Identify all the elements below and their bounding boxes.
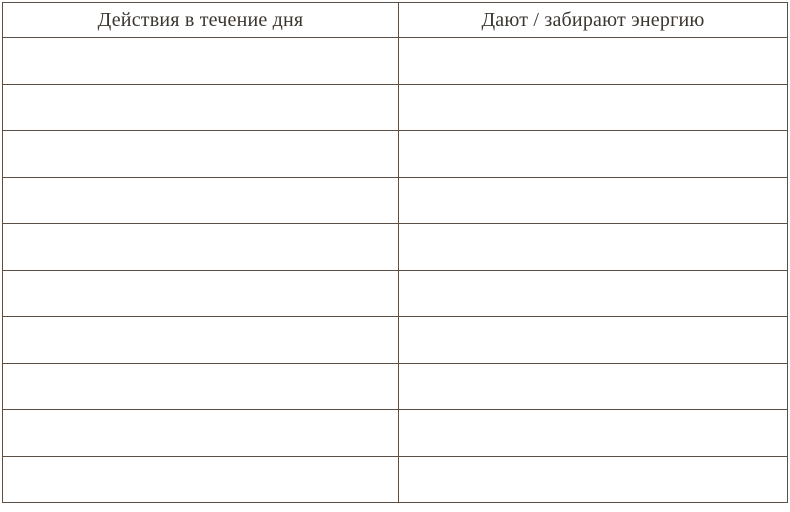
cell-energy[interactable] xyxy=(399,363,788,410)
cell-energy[interactable] xyxy=(399,84,788,131)
cell-activity-value xyxy=(3,410,398,456)
cell-activity[interactable] xyxy=(3,131,399,178)
cell-activity-value xyxy=(3,457,398,503)
cell-energy-value xyxy=(399,38,787,84)
table-row xyxy=(3,270,788,317)
cell-energy-value xyxy=(399,410,787,456)
table-row xyxy=(3,131,788,178)
table-row xyxy=(3,410,788,457)
cell-activity[interactable] xyxy=(3,270,399,317)
cell-energy[interactable] xyxy=(399,410,788,457)
cell-energy[interactable] xyxy=(399,270,788,317)
cell-energy[interactable] xyxy=(399,224,788,271)
cell-energy-value xyxy=(399,317,787,363)
cell-activity-value xyxy=(3,317,398,363)
cell-energy-value xyxy=(399,364,787,410)
energy-audit-table xyxy=(2,2,788,503)
table-row xyxy=(3,177,788,224)
cell-energy[interactable] xyxy=(399,131,788,178)
table-row xyxy=(3,84,788,131)
cell-energy-value xyxy=(399,131,787,177)
table-row xyxy=(3,456,788,503)
table-header-row xyxy=(3,3,788,38)
table-row xyxy=(3,38,788,85)
cell-activity[interactable] xyxy=(3,363,399,410)
cell-energy-value xyxy=(399,178,787,224)
cell-activity-value xyxy=(3,224,398,270)
column-header-energy: Дают / забирают энергию xyxy=(399,3,788,38)
cell-energy[interactable] xyxy=(399,177,788,224)
column-header-activities: Действия в течение дня xyxy=(3,3,399,38)
cell-energy[interactable] xyxy=(399,38,788,85)
cell-activity[interactable] xyxy=(3,224,399,271)
table-row xyxy=(3,363,788,410)
cell-energy[interactable] xyxy=(399,317,788,364)
cell-activity[interactable] xyxy=(3,317,399,364)
cell-energy-value xyxy=(399,457,787,503)
cell-activity-value xyxy=(3,38,398,84)
cell-activity-value xyxy=(3,131,398,177)
cell-activity[interactable] xyxy=(3,38,399,85)
cell-energy[interactable] xyxy=(399,456,788,503)
cell-activity[interactable] xyxy=(3,177,399,224)
cell-activity[interactable] xyxy=(3,456,399,503)
cell-energy-value xyxy=(399,85,787,131)
cell-energy-value xyxy=(399,224,787,270)
cell-activity[interactable] xyxy=(3,84,399,131)
cell-activity[interactable] xyxy=(3,410,399,457)
cell-activity-value xyxy=(3,271,398,317)
table-row xyxy=(3,317,788,364)
cell-activity-value xyxy=(3,85,398,131)
cell-activity-value xyxy=(3,178,398,224)
cell-energy-value xyxy=(399,271,787,317)
cell-activity-value xyxy=(3,364,398,410)
table-row xyxy=(3,224,788,271)
